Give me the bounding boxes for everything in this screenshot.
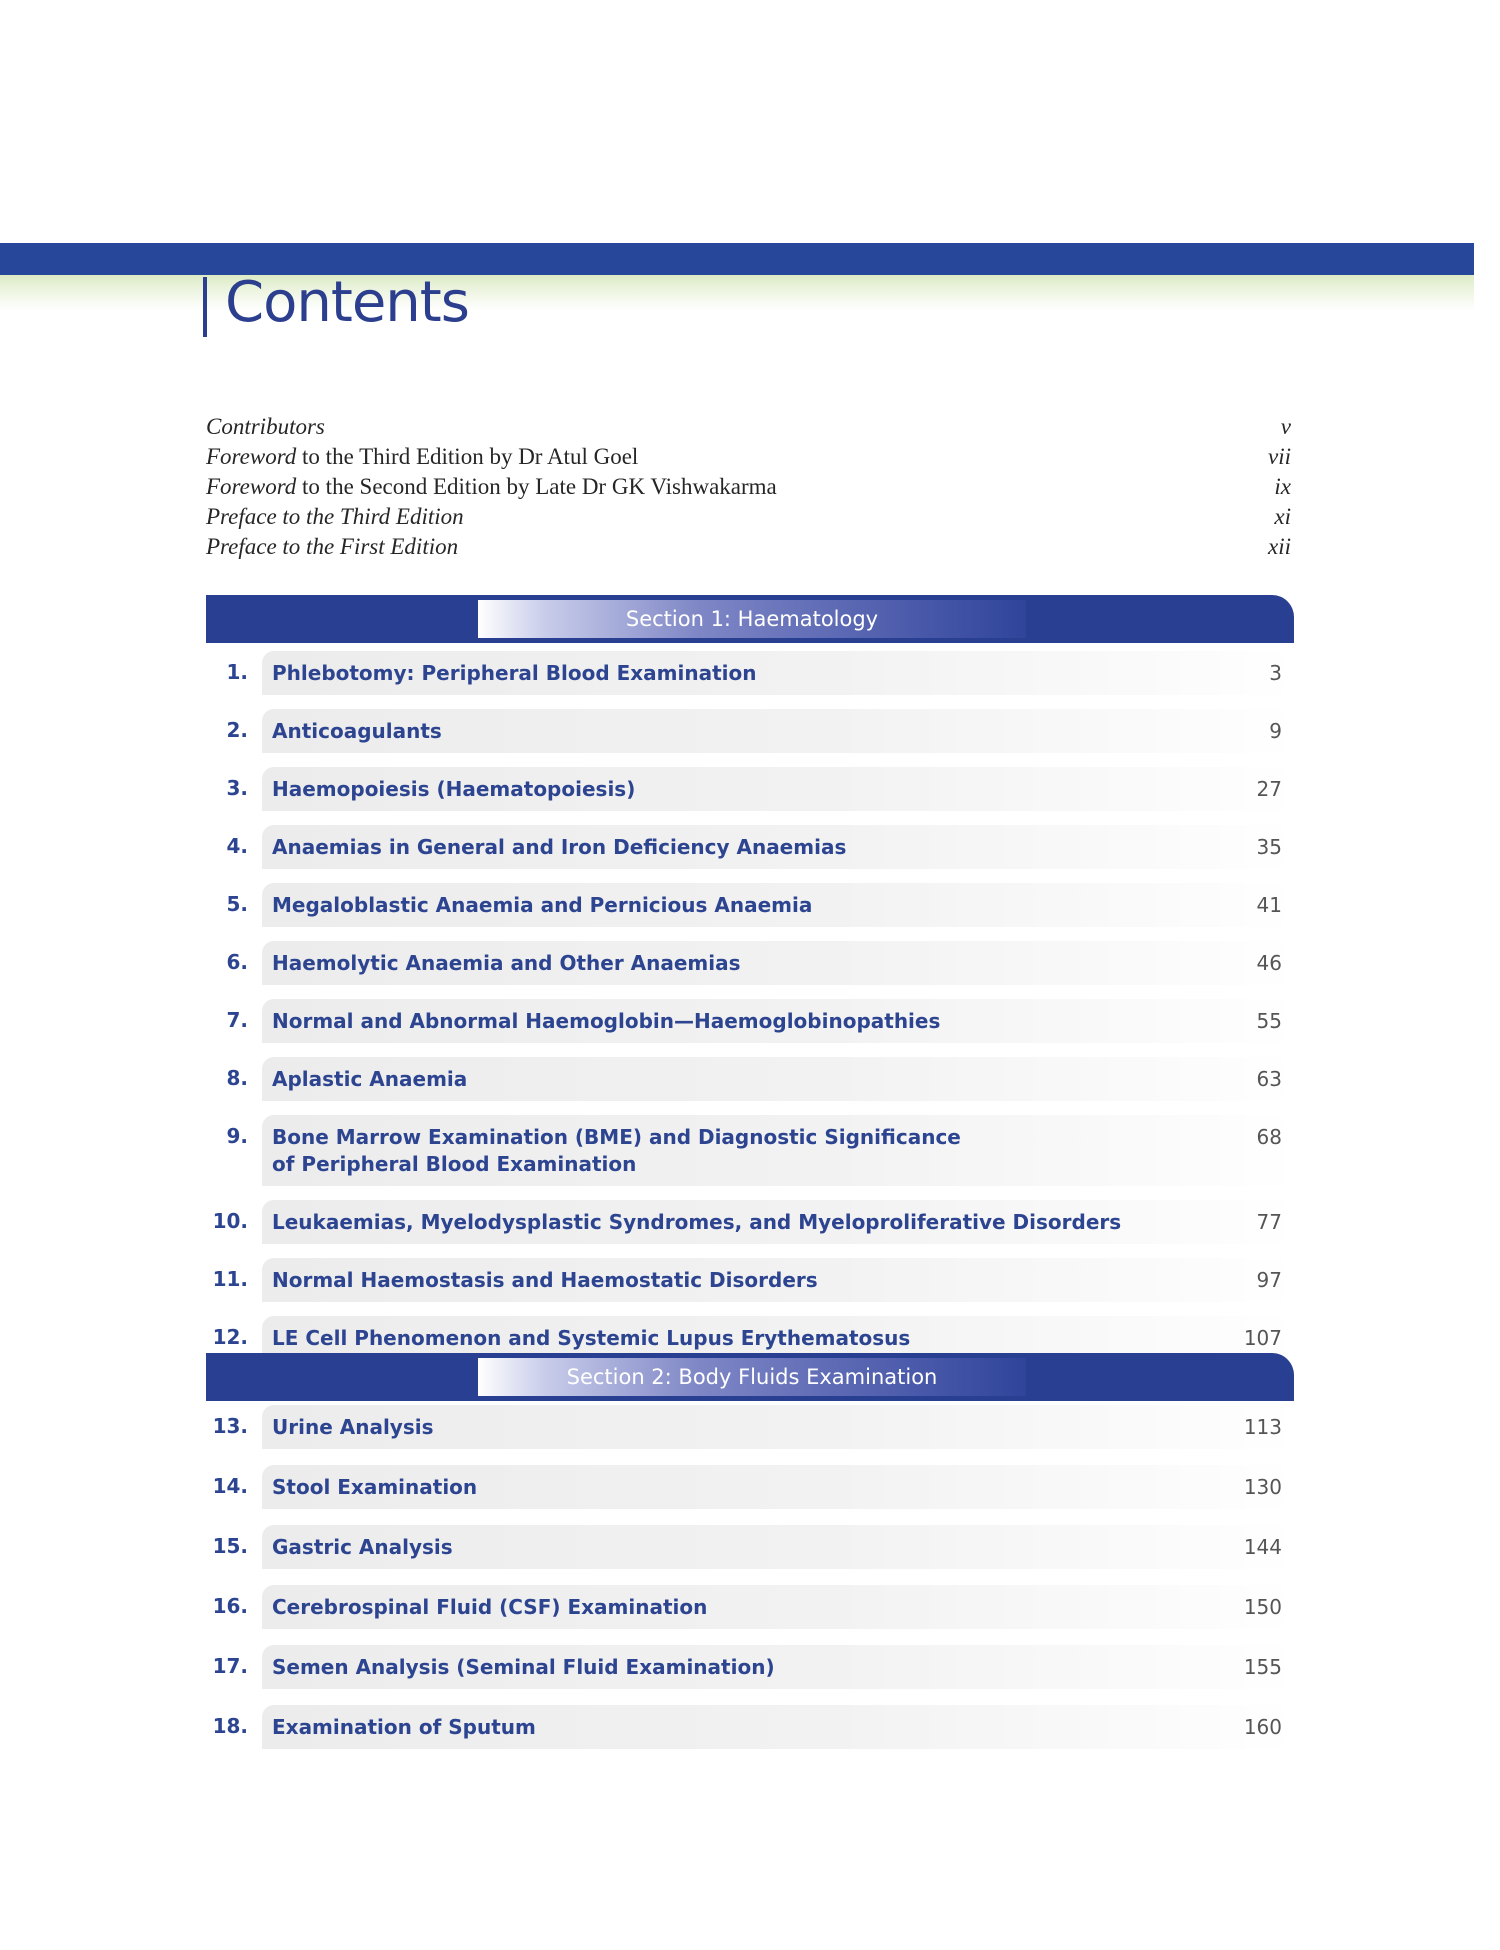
page-title: Contents — [225, 270, 469, 335]
chapter-number: 6. — [226, 950, 248, 974]
chapter-bar — [262, 825, 1294, 869]
front-matter-title: Foreword to the Second Edition by Late Dr GK Vishwakarma — [206, 474, 777, 499]
chapter-number: 11. — [212, 1267, 248, 1291]
chapter-number: 1. — [226, 660, 248, 684]
front-matter-title: Contributors — [206, 414, 325, 439]
chapter-row[interactable] — [206, 941, 1294, 985]
section-title: Section 1: Haematology — [625, 607, 879, 631]
chapter-number: 14. — [212, 1474, 248, 1498]
chapter-page: 107 — [1243, 1326, 1282, 1350]
chapter-row[interactable] — [206, 1057, 1294, 1101]
chapter-title: Haemopoiesis (Haematopoiesis) — [272, 777, 636, 801]
chapter-title: Megaloblastic Anaemia and Pernicious Anaemia — [272, 893, 813, 917]
chapter-bar — [262, 1465, 1294, 1509]
chapter-number: 16. — [212, 1594, 248, 1618]
chapter-row[interactable] — [206, 1115, 1294, 1186]
chapter-row[interactable] — [206, 767, 1294, 811]
chapter-page: 155 — [1243, 1655, 1282, 1679]
chapter-row[interactable] — [206, 1525, 1294, 1569]
chapter-page: 9 — [1269, 719, 1282, 743]
chapter-row[interactable] — [206, 883, 1294, 927]
chapter-page: 77 — [1256, 1210, 1282, 1234]
chapter-page: 144 — [1243, 1535, 1282, 1559]
front-matter-item[interactable] — [206, 502, 1291, 532]
chapter-page: 41 — [1256, 893, 1282, 917]
chapter-number: 15. — [212, 1534, 248, 1558]
chapter-row[interactable] — [206, 709, 1294, 753]
chapter-number: 7. — [226, 1008, 248, 1032]
chapter-number: 10. — [212, 1209, 248, 1233]
chapter-title: LE Cell Phenomenon and Systemic Lupus Erythematosus — [272, 1326, 911, 1350]
chapter-bar — [262, 767, 1294, 811]
front-matter-page: xii — [1268, 534, 1291, 559]
chapter-title: Aplastic Anaemia — [272, 1067, 468, 1091]
chapter-number: 13. — [212, 1414, 248, 1438]
chapter-page: 63 — [1256, 1067, 1282, 1091]
chapter-bar — [262, 941, 1294, 985]
chapter-title: Haemolytic Anaemia and Other Anaemias — [272, 951, 741, 975]
chapter-bar — [262, 1115, 1294, 1186]
front-matter-item[interactable] — [206, 472, 1291, 502]
chapter-bar — [262, 1585, 1294, 1629]
chapter-row[interactable] — [206, 1258, 1294, 1302]
chapter-bar — [262, 651, 1294, 695]
chapter-title: Gastric Analysis — [272, 1535, 453, 1559]
chapter-number: 17. — [212, 1654, 248, 1678]
front-matter-page: v — [1280, 414, 1291, 439]
front-matter-title: Preface to the Third Edition — [206, 504, 464, 529]
chapter-page: 35 — [1256, 835, 1282, 859]
chapter-title: Urine Analysis — [272, 1415, 434, 1439]
chapter-bar — [262, 1200, 1294, 1244]
chapter-bar — [262, 1525, 1294, 1569]
chapter-row[interactable] — [206, 1405, 1294, 1449]
chapter-bar — [262, 999, 1294, 1043]
chapter-bar — [262, 1705, 1294, 1749]
chapter-page: 130 — [1243, 1475, 1282, 1499]
front-matter-list — [206, 412, 1291, 562]
chapter-page: 27 — [1256, 777, 1282, 801]
front-matter-title: Foreword to the Third Edition by Dr Atul Goel — [206, 444, 639, 469]
title-block — [203, 268, 469, 338]
chapter-title: Examination of Sputum — [272, 1715, 536, 1739]
chapter-number: 8. — [226, 1066, 248, 1090]
front-matter-page: xi — [1274, 504, 1291, 529]
chapter-list-section-2 — [206, 1405, 1294, 1749]
chapter-title: Normal Haemostasis and Haemostatic Disorders — [272, 1268, 818, 1292]
section-title: Section 2: Body Fluids Examination — [566, 1365, 938, 1389]
front-matter-title: Preface to the First Edition — [206, 534, 459, 559]
chapter-title: Phlebotomy: Peripheral Blood Examination — [272, 661, 757, 685]
chapter-page: 113 — [1243, 1415, 1282, 1439]
chapter-number: 3. — [226, 776, 248, 800]
chapter-row[interactable] — [206, 1645, 1294, 1689]
chapter-page: 150 — [1243, 1595, 1282, 1619]
title-accent-bar — [203, 277, 207, 337]
chapter-title: Anaemias in General and Iron Deficiency Anaemias — [272, 835, 847, 859]
chapter-title: Normal and Abnormal Haemoglobin—Haemoglobinopathies — [272, 1009, 941, 1033]
chapter-page: 97 — [1256, 1268, 1282, 1292]
chapter-bar — [262, 1057, 1294, 1101]
chapter-title: Leukaemias, Myelodysplastic Syndromes, and Myeloproliferative Disorders — [272, 1210, 1122, 1234]
chapter-row[interactable] — [206, 1200, 1294, 1244]
chapter-row[interactable] — [206, 1705, 1294, 1749]
chapter-title: Anticoagulants — [272, 719, 442, 743]
chapter-page: 68 — [1256, 1125, 1282, 1149]
chapter-number: 4. — [226, 834, 248, 858]
chapter-page: 3 — [1269, 661, 1282, 685]
front-matter-page: ix — [1274, 474, 1291, 499]
chapter-row[interactable] — [206, 1465, 1294, 1509]
chapter-row[interactable] — [206, 999, 1294, 1043]
chapter-number: 12. — [212, 1325, 248, 1349]
section-header-body-fluids — [206, 1353, 1294, 1401]
chapter-bar — [262, 1258, 1294, 1302]
chapter-row[interactable] — [206, 651, 1294, 695]
chapter-number: 5. — [226, 892, 248, 916]
chapter-number: 18. — [212, 1714, 248, 1738]
front-matter-page: vii — [1268, 444, 1291, 469]
chapter-bar — [262, 709, 1294, 753]
chapter-number: 2. — [226, 718, 248, 742]
front-matter-item[interactable] — [206, 532, 1291, 562]
section-header-haematology — [206, 595, 1294, 643]
front-matter-item[interactable] — [206, 412, 1291, 442]
chapter-row[interactable] — [206, 825, 1294, 869]
chapter-bar — [262, 1645, 1294, 1689]
chapter-bar — [262, 1405, 1294, 1449]
chapter-bar — [262, 883, 1294, 927]
chapter-number: 9. — [226, 1124, 248, 1148]
chapter-page: 46 — [1256, 951, 1282, 975]
chapter-row[interactable] — [206, 1585, 1294, 1629]
chapter-title: Semen Analysis (Seminal Fluid Examination) — [272, 1655, 775, 1679]
chapter-title: Bone Marrow Examination (BME) and Diagnostic Significance of Peripheral Blood Examination — [272, 1125, 961, 1176]
chapter-page: 55 — [1256, 1009, 1282, 1033]
chapter-list-section-1 — [206, 651, 1294, 1360]
chapter-title: Stool Examination — [272, 1475, 478, 1499]
chapter-page: 160 — [1243, 1715, 1282, 1739]
chapter-title: Cerebrospinal Fluid (CSF) Examination — [272, 1595, 708, 1619]
front-matter-item[interactable] — [206, 442, 1291, 472]
